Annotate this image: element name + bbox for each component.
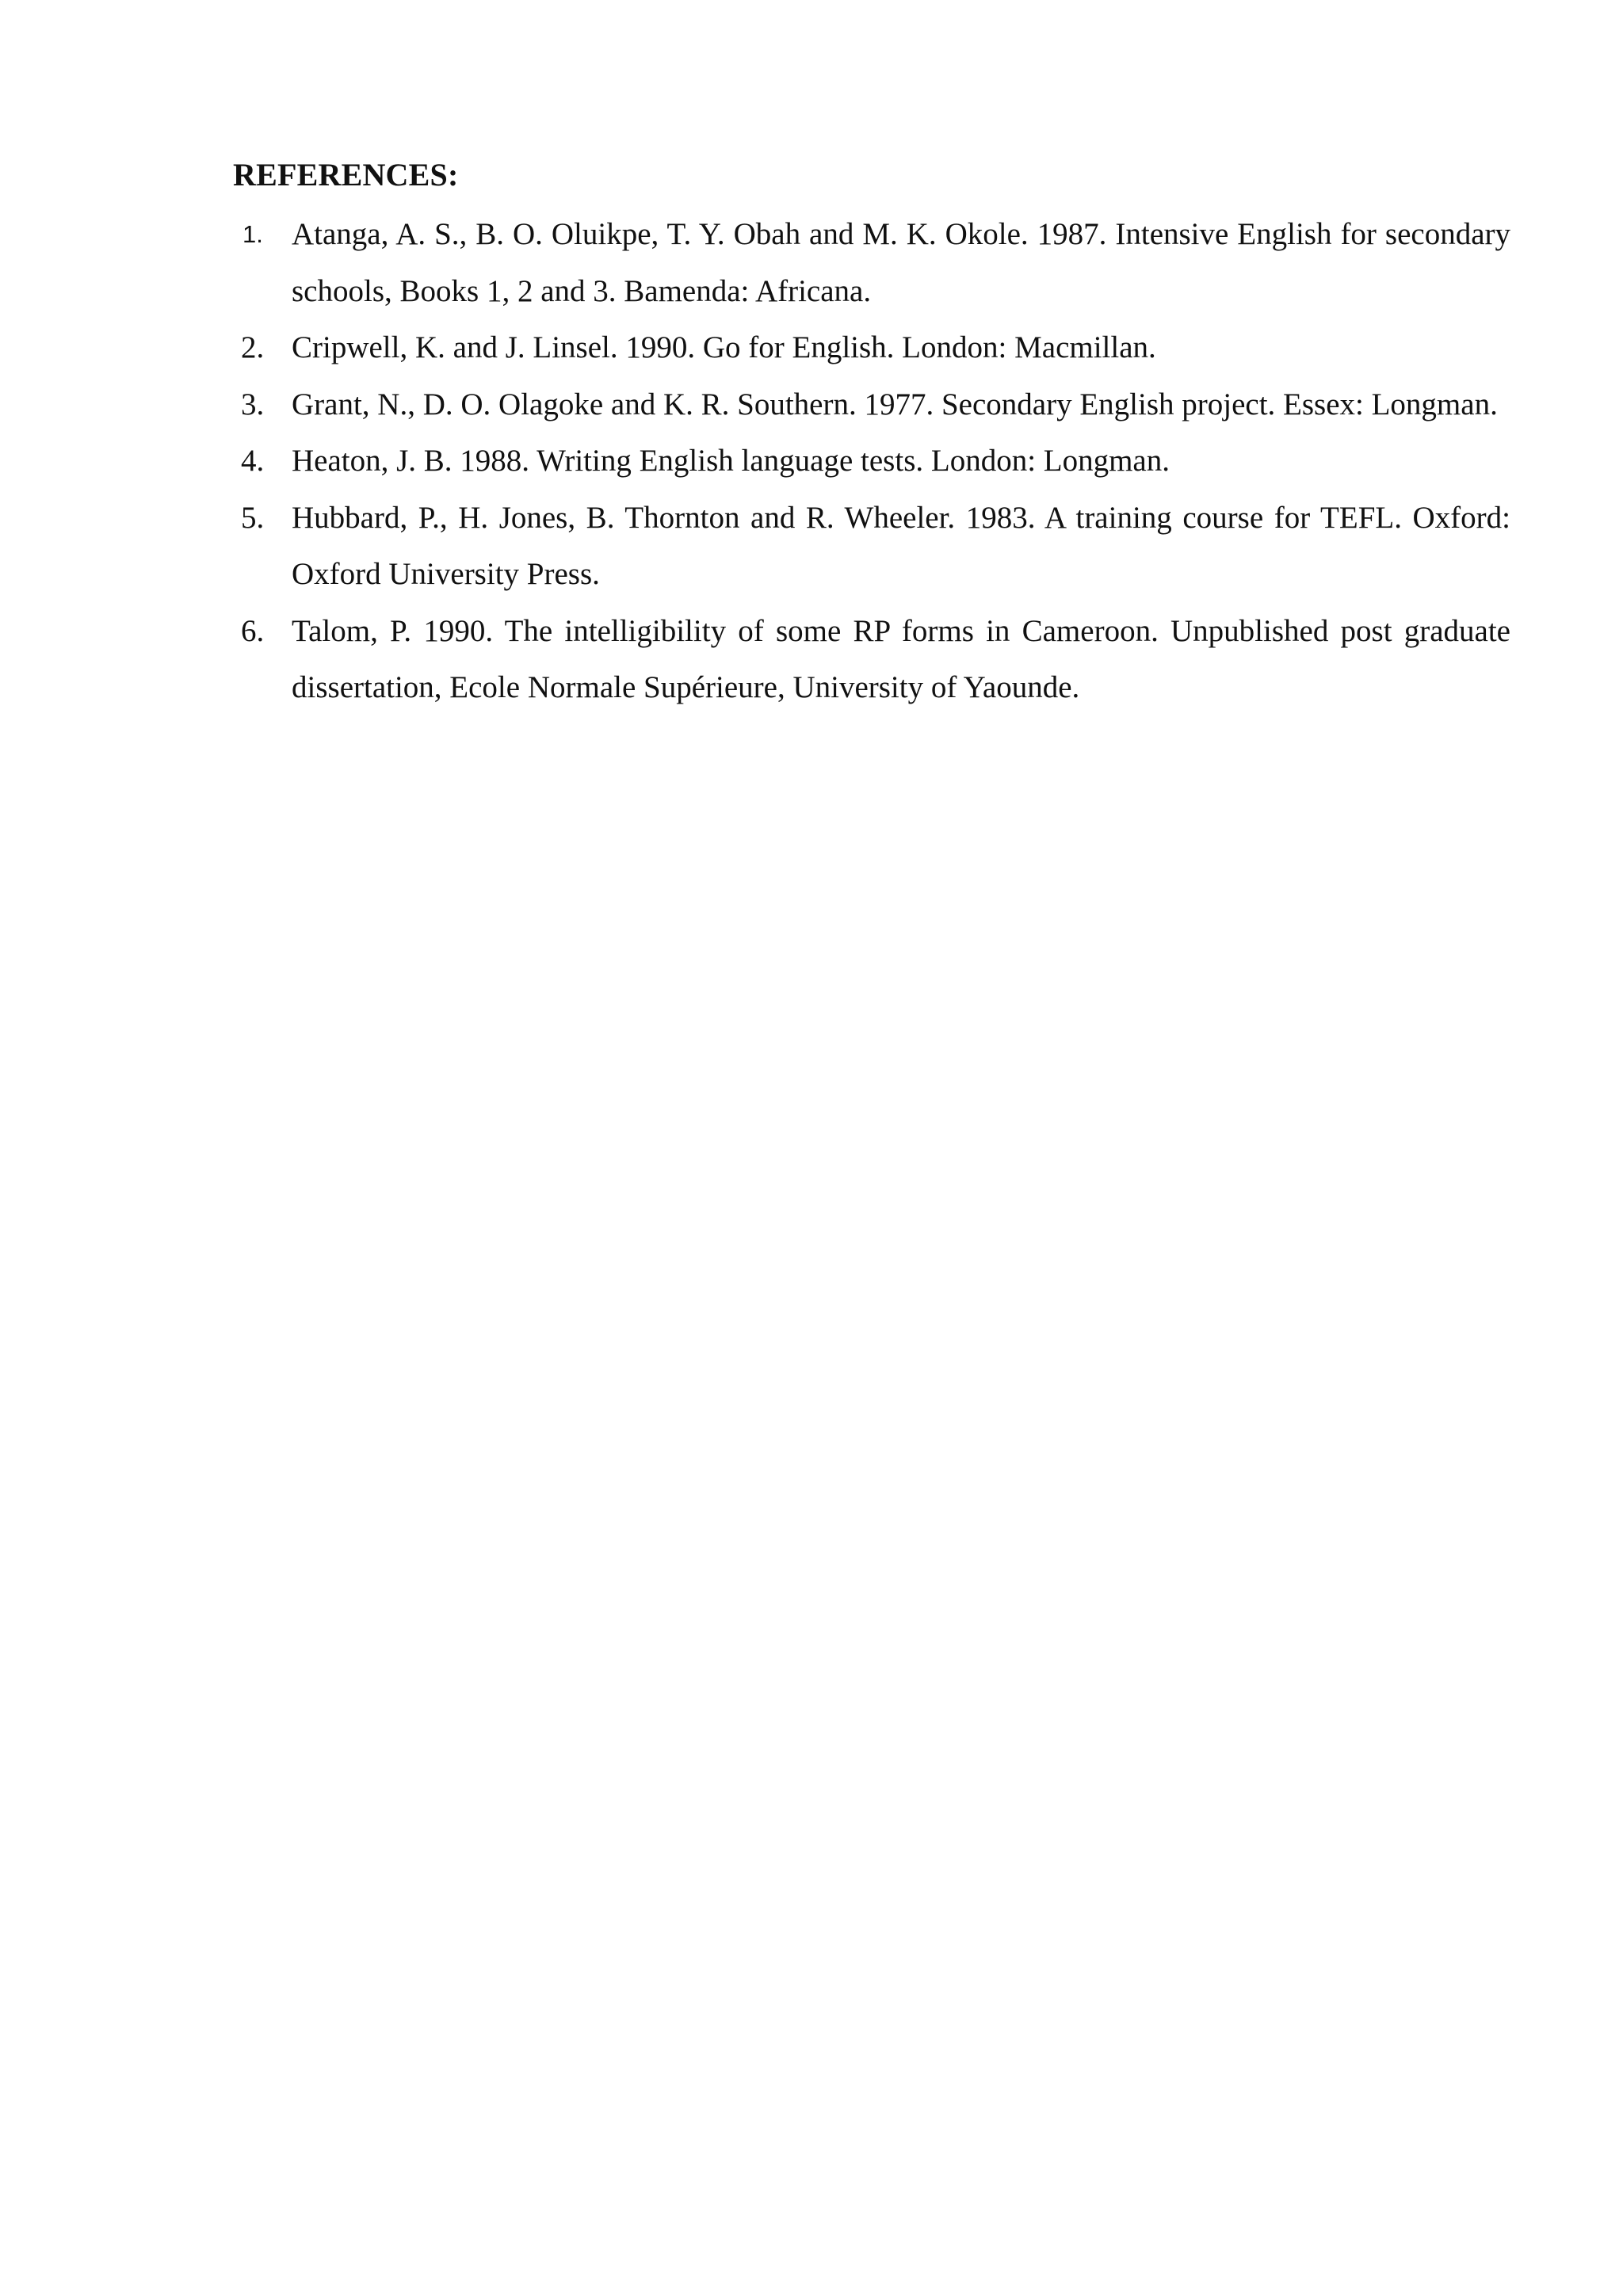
reference-item xyxy=(233,319,1510,376)
reference-text: Grant, N., D. O. Olagoke and K. R. Southern. 1977. Secondary English project. Essex: Longman. xyxy=(292,387,1498,421)
reference-text: Heaton, J. B. 1988. Writing English language tests. London: Longman. xyxy=(292,444,1170,478)
reference-number: 5. xyxy=(241,500,265,535)
reference-item xyxy=(233,433,1510,490)
references-list xyxy=(233,206,1510,716)
reference-item xyxy=(233,490,1510,603)
reference-number: 3. xyxy=(241,387,265,421)
reference-text: Talom, P. 1990. The intelligibility of some RP forms in Cameroon. Unpublished post graduate dissertation, Ecole Normale Supérieure, University of Yaounde. xyxy=(292,613,1510,704)
reference-item xyxy=(233,206,1510,319)
reference-number: 2. xyxy=(241,330,265,364)
reference-text: Hubbard, P., H. Jones, B. Thornton and R. Wheeler. 1983. A training course for TEFL. Oxford: Oxford University Press. xyxy=(292,500,1510,591)
reference-number: 4. xyxy=(241,444,265,478)
reference-number: 1. xyxy=(242,220,263,248)
reference-number: 6. xyxy=(241,613,265,648)
reference-text: Cripwell, K. and J. Linsel. 1990. Go for English. London: Macmillan. xyxy=(292,330,1156,364)
reference-item xyxy=(233,376,1510,433)
reference-item xyxy=(233,603,1510,716)
reference-text: Atanga, A. S., B. O. Oluikpe, T. Y. Obah and M. K. Okole. 1987. Intensive English for secondary schools, Books 1, 2 and 3. Bamenda: Africana. xyxy=(292,217,1510,308)
references-heading: REFERENCES: xyxy=(233,157,459,193)
